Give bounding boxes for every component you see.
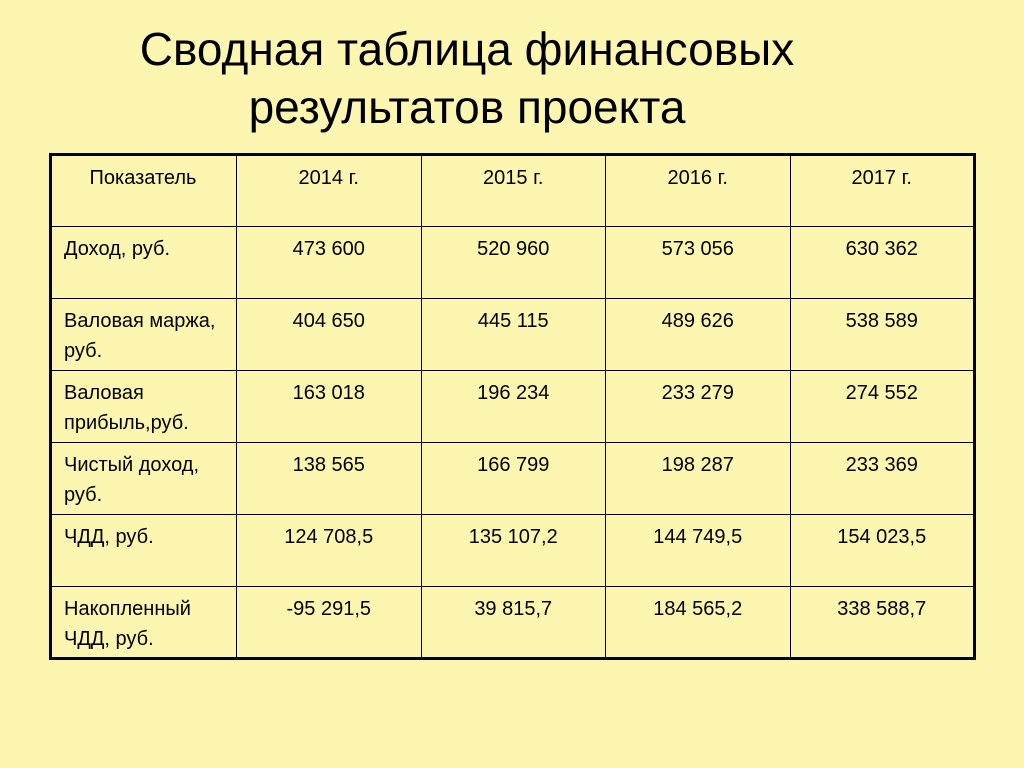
table-cell: 445 115 xyxy=(421,299,606,371)
table-row xyxy=(51,299,975,371)
table-cell: 473 600 xyxy=(237,227,422,299)
table-cell: 166 799 xyxy=(421,443,606,515)
table-cell: 338 588,7 xyxy=(790,587,975,659)
table-row xyxy=(51,515,975,587)
table-header-row xyxy=(51,155,975,227)
financial-results-table xyxy=(49,153,976,660)
header-cell-year: 2015 г. xyxy=(421,155,606,227)
row-label: Валовая прибыль,руб. xyxy=(51,371,237,443)
table-cell: 135 107,2 xyxy=(421,515,606,587)
table-cell: 404 650 xyxy=(237,299,422,371)
table-row xyxy=(51,587,975,659)
table-cell: 184 565,2 xyxy=(606,587,791,659)
slide-title-line-1: Сводная таблица финансовых xyxy=(139,23,795,75)
table-cell: 233 369 xyxy=(790,443,975,515)
header-cell-year: 2014 г. xyxy=(237,155,422,227)
header-cell-indicator: Показатель xyxy=(51,155,237,227)
table-cell: 138 565 xyxy=(237,443,422,515)
table-cell: 573 056 xyxy=(606,227,791,299)
table-row xyxy=(51,371,975,443)
table-cell: 489 626 xyxy=(606,299,791,371)
table-cell: 520 960 xyxy=(421,227,606,299)
table-cell: 274 552 xyxy=(790,371,975,443)
header-cell-year: 2016 г. xyxy=(606,155,791,227)
table-cell: -95 291,5 xyxy=(237,587,422,659)
table-cell: 233 279 xyxy=(606,371,791,443)
row-label: Валовая маржа, руб. xyxy=(51,299,237,371)
table-cell: 39 815,7 xyxy=(421,587,606,659)
table-cell: 144 749,5 xyxy=(606,515,791,587)
table-row xyxy=(51,443,975,515)
table-cell: 124 708,5 xyxy=(237,515,422,587)
table-cell: 196 234 xyxy=(421,371,606,443)
table-row xyxy=(51,227,975,299)
table-cell: 630 362 xyxy=(790,227,975,299)
table-cell: 198 287 xyxy=(606,443,791,515)
table-cell: 154 023,5 xyxy=(790,515,975,587)
slide-title-line-2: результатов проекта xyxy=(248,81,686,133)
row-label: Доход, руб. xyxy=(51,227,237,299)
header-cell-year: 2017 г. xyxy=(790,155,975,227)
row-label: Чистый доход, руб. xyxy=(51,443,237,515)
slide-title xyxy=(0,20,934,136)
row-label: Накопленный ЧДД, руб. xyxy=(51,587,237,659)
table-cell: 163 018 xyxy=(237,371,422,443)
row-label: ЧДД, руб. xyxy=(51,515,237,587)
table-cell: 538 589 xyxy=(790,299,975,371)
